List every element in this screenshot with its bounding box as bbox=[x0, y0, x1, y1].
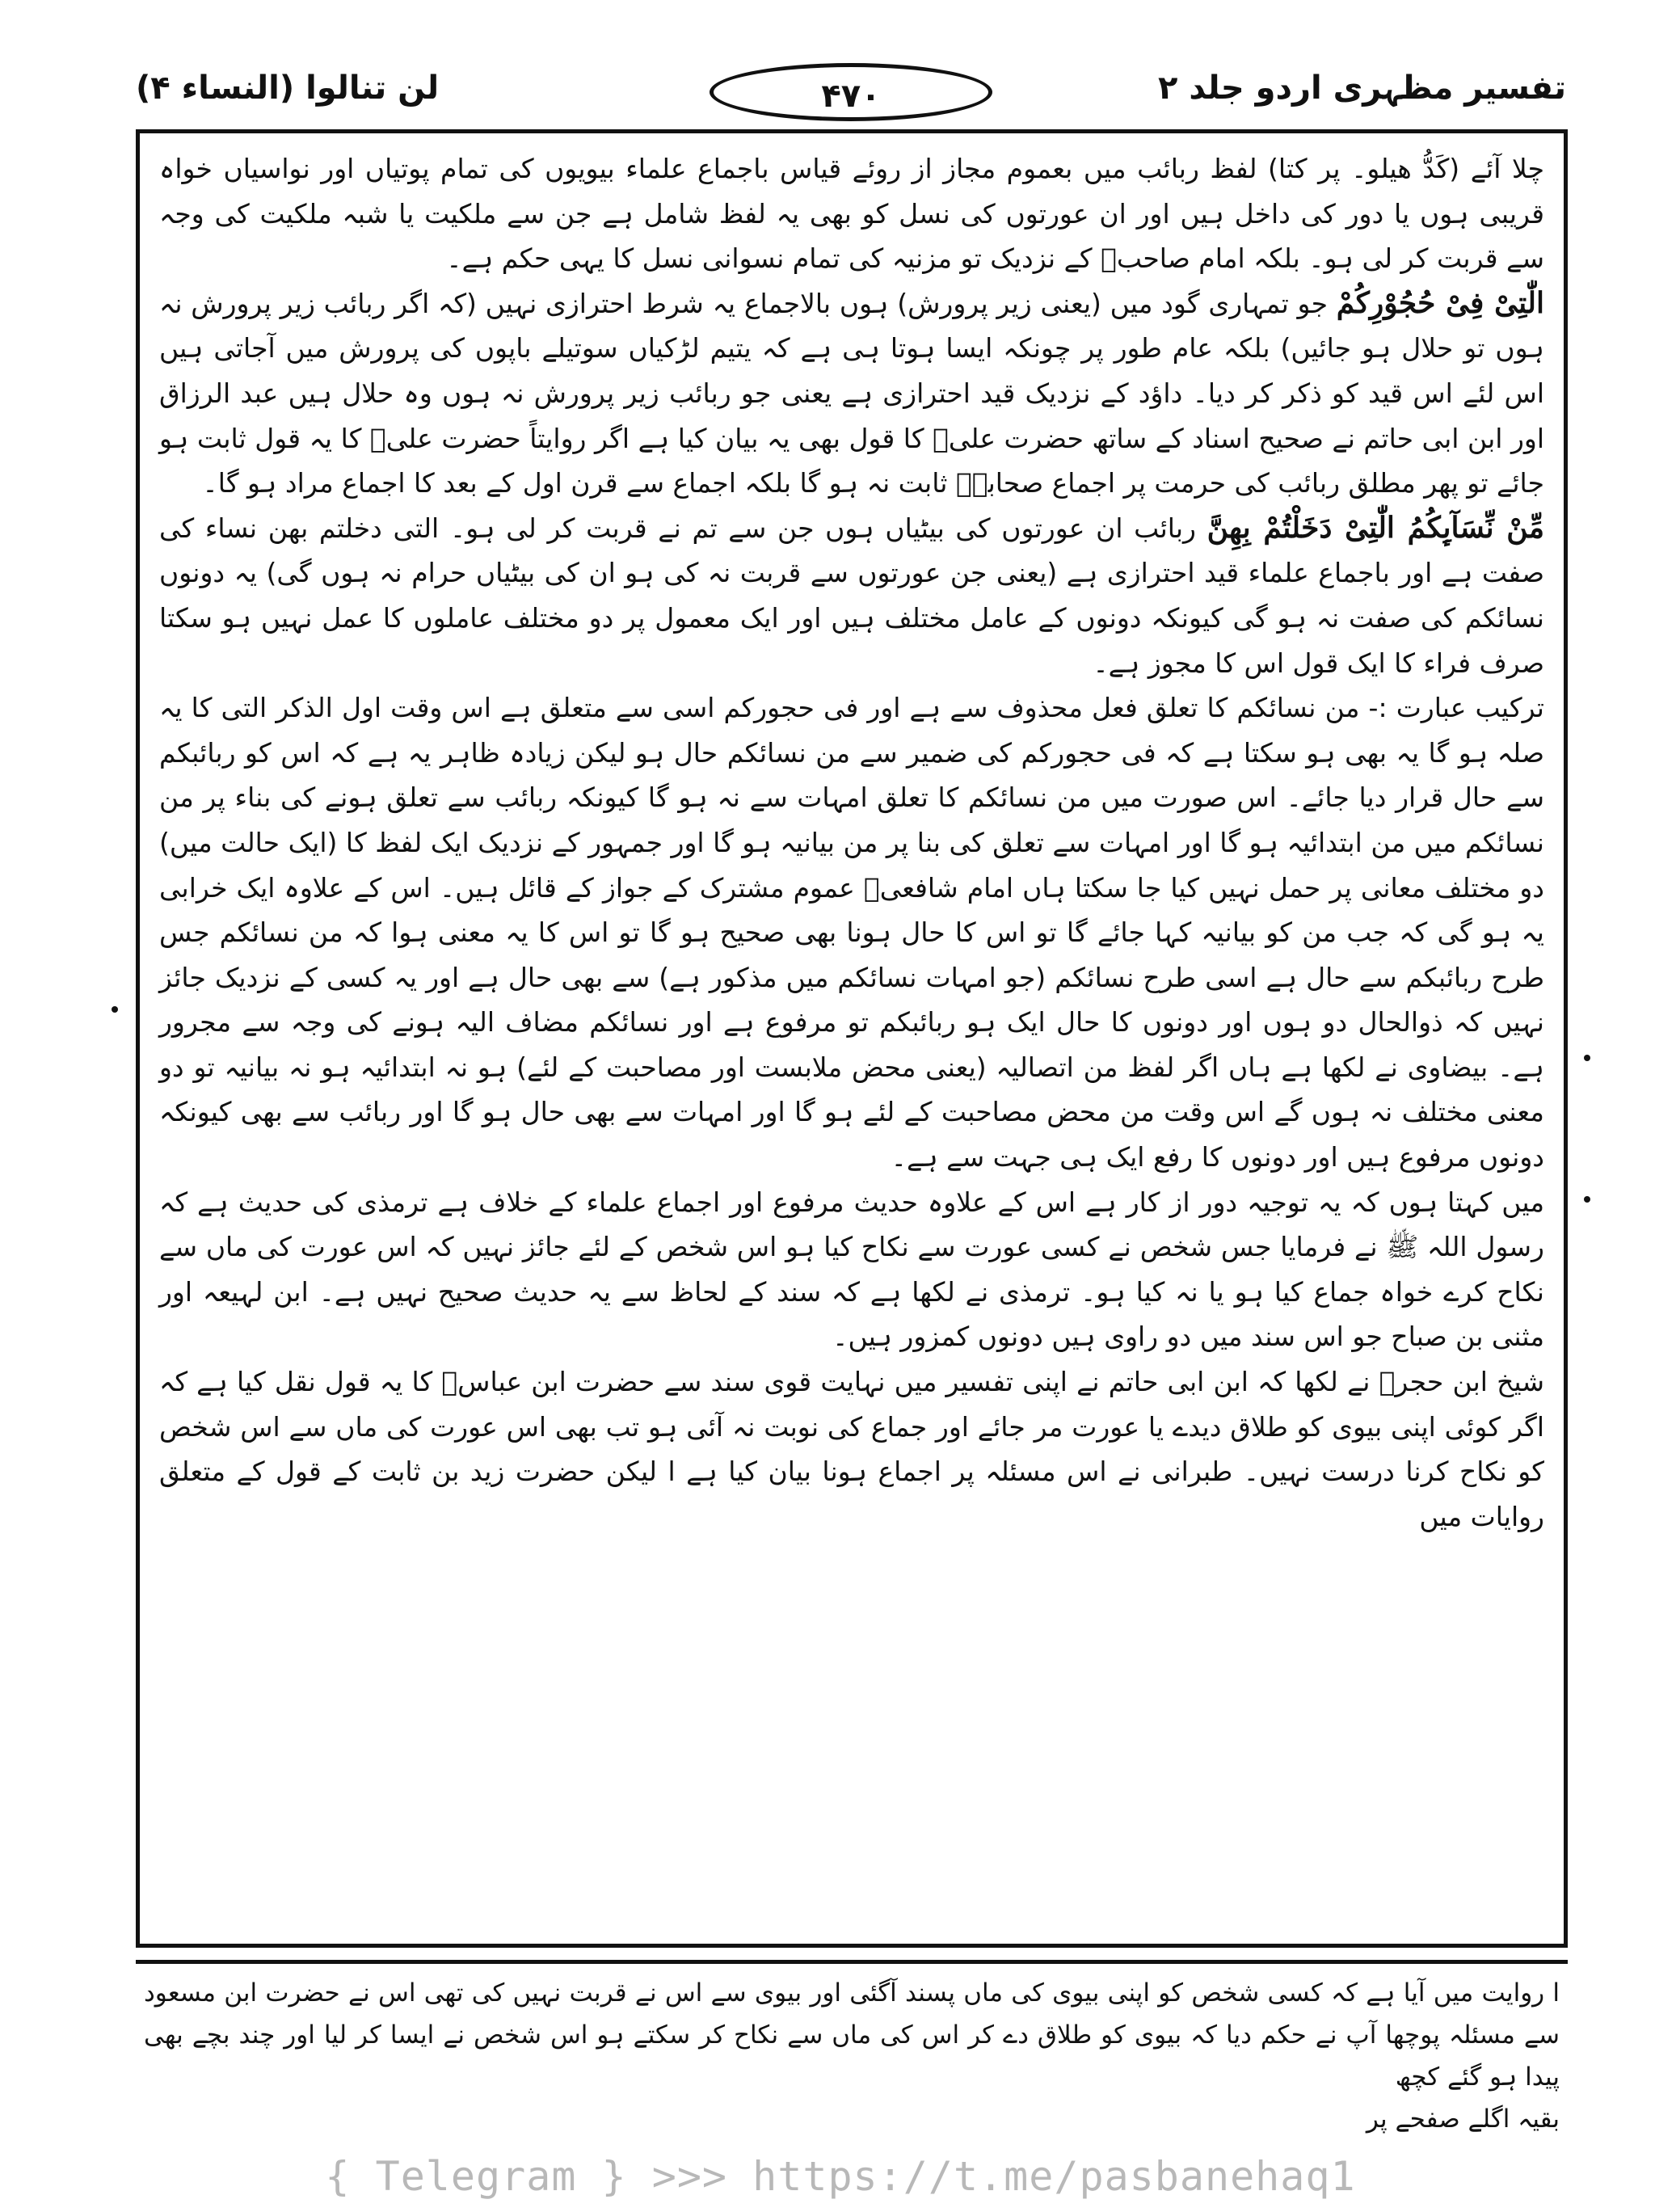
page-header bbox=[136, 63, 1566, 128]
scan-dot bbox=[1584, 1196, 1590, 1203]
footnote-text: ا روایت میں آیا ہے کہ کسی شخص کو اپنی بیوی کی ماں پسند آگئی اور بیوی سے اس نے قربت نہیں کی تھی اس نے حضرت ابن مسعود سے مسئلہ پوچھا آپ نے حکم دیا کہ بیوی کو طلاق دے کر اس کی ماں سے نکاح کر سکتے ہو اس شخص نے ایسا کر لیا اور چند بچے بھی پیدا ہو گئے کچھ bbox=[144, 1978, 1560, 2092]
book-title: تفسیر مظہری اردو جلد ۲ bbox=[1158, 70, 1566, 107]
scan-dot bbox=[1584, 1055, 1590, 1061]
continued-note: بقیہ اگلے صفحے پر bbox=[1366, 2105, 1560, 2134]
chapter-title: لن تنالوا (النساء ۴) bbox=[136, 70, 440, 107]
footnote bbox=[144, 1972, 1560, 2140]
paragraph: شیخ ابن حجرؒ نے لکھا کہ ابن ابی حاتم نے اپنی تفسیر میں نہایت قوی سند سے حضرت ابن عباسؓ کا یہ قول نقل کیا ہے کہ اگر کوئی اپنی بیوی کو طلاق دیدے یا عورت مر جائے اور جماع کی نوبت نہ آئی ہو تب بھی اس عورت کی ماں سے اس شخص کو نکاح کرنا درست نہیں۔ طبرانی نے اس مسئلہ پر اجماع ہونا بیان کیا ہے ا لیکن حضرت زید بن ثابت کے قول کے متعلق روایات میں bbox=[159, 1366, 1544, 1532]
quranic-verse: الّٰتِیْ فِیْ حُجُوْرِكُمْ bbox=[1336, 285, 1544, 320]
paragraph: میں کہتا ہوں کہ یہ توجیہ دور از کار ہے اس کے علاوہ حدیث مرفوع اور اجماع علماء کے خلاف ہے ترمذی کی حدیث ہے کہ رسول اللہ ﷺ نے فرمایا جس شخص نے کسی عورت سے نکاح کیا ہو اس شخص کے لئے جائز نہیں کہ اس عورت کی ماں سے نکاح کرے خواہ جماع کیا ہو یا نہ کیا ہو۔ ترمذی نے لکھا ہے کہ سند کے لحاظ سے یہ حدیث صحیح نہیں ہے۔ ابن لہیعہ اور مثنی بن صباح جو اس سند میں دو راوی ہیں دونوں کمزور ہیں۔ bbox=[159, 1186, 1544, 1353]
text-frame bbox=[136, 129, 1568, 1948]
paragraph: چلا آئے (کَدُّ هیلو۔ پر کتا) لفظ ربائب میں بعموم مجاز از روئے قیاس باجماع علماء بیویوں کی تمام پوتیاں اور نواسیاں خواہ قریبی ہوں یا دور کی داخل ہیں اور ان عورتوں کی نسل کو بھی یہ لفظ شامل ہے جن سے ملکیت یا شبہ ملکیت کی وجہ سے قربت کر لی ہو۔ بلکہ امام صاحبؒ کے نزدیک تو مزنیہ کی تمام نسوانی نسل کا یہی حکم ہے۔ bbox=[159, 153, 1544, 275]
paragraph: ترکیب عبارت :- من نسائکم کا تعلق فعل محذوف سے ہے اور فی حجورکم اسی سے متعلق ہے اس وقت اول الذکر التی کا یہ صلہ ہو گا یہ بھی ہو سکتا ہے کہ فی حجورکم کی ضمیر سے من نسائکم حال ہو لیکن زیادہ ظاہر یہ ہے کہ اس کو ربائبکم سے حال قرار دیا جائے۔ اس صورت میں من نسائکم کا تعلق امہات سے نہ ہو گا کیونکہ ربائب سے تعلق ہونے کی بناء پر من نسائکم میں من ابتدائیہ ہو گا اور امہات سے تعلق کی بنا پر من بیانیہ ہو گا اور جمہور کے نزدیک ایک لفظ کا (ایک حالت میں) دو مختلف معانی پر حمل نہیں کیا جا سکتا ہاں امام شافعیؒ عموم مشترک کے جواز کے قائل ہیں۔ اس کے علاوہ ایک خرابی یہ ہو گی کہ جب من کو بیانیہ کہا جائے گا تو اس کا حال ہونا بھی صحیح ہو گا تو اس کا یہ معنی ہوا کہ من نسائکم جس طرح ربائبکم سے حال ہے اسی طرح نسائکم (جو امہات نسائکم میں مذکور ہے) سے بھی حال ہے اور یہ کسی کے نزدیک جائز نہیں کہ ذوالحال دو ہوں اور دونوں کا حال ایک ہو ربائبکم تو مرفوع ہے اور نسائکم مضاف الیہ ہونے کی وجہ سے مجرور ہے۔ بیضاوی نے لکھا ہے ہاں اگر لفظ من اتصالیہ (یعنی محض ملابست اور مصاحبت کے لئے) ہو نہ ابتدائیہ ہو نہ بیانیہ تو دو معنی مختلف نہ ہوں گے اس وقت من محض مصاحبت کے لئے ہو گا اور امہات سے بھی حال ہو گا اور ربائب سے بھی کیونکہ دونوں مرفوع ہیں اور دونوں کا رفع ایک ہی جہت سے ہے۔ bbox=[159, 692, 1544, 1173]
page-number: ۴۷۰ bbox=[821, 78, 881, 115]
verse-paragraph bbox=[159, 506, 1544, 685]
quranic-verse: مِّنْ نِّسَآىِٕكُمُ الّٰتِیْ دَخَلْتُمْ بِهِنَّ bbox=[1207, 510, 1544, 545]
verse-paragraph bbox=[159, 281, 1544, 506]
footnote-divider bbox=[136, 1960, 1568, 1964]
telegram-watermark: { Telegram } >>> https://t.me/pasbanehaq1 bbox=[325, 2153, 1356, 2200]
main-body bbox=[159, 146, 1544, 1539]
paragraph-text: جو تمہاری گود میں (یعنی زیر پرورش) ہوں بالاجماع یہ شرط احترازی نہیں (کہ اگر ربائب زیر پرورش نہ ہوں تو حلال ہو جائیں) بلکہ عام طور پر چونکہ ایسا ہوتا ہی ہے کہ یتیم لڑکیاں سوتیلے باپوں کی پرورش میں آجاتی ہیں اس لئے اس قید کو ذکر کر دیا۔ داؤد کے نزدیک قید احترازی ہے یعنی جو ربائب زیر پرورش نہ ہوں وہ حلال ہیں عبد الرزاق اور ابن ابی حاتم نے صحیح اسناد کے ساتھ حضرت علیؓ کا قول بھی یہ بیان کیا ہے اگر روایتاً حضرت علیؓ کا یہ قول ثابت ہو جائے تو پھر مطلق ربائب کی حرمت پر اجماع صحابہؓ ثابت نہ ہو گا بلکہ اجماع سے قرن اول کے بعد کا اجماع مراد ہو گا۔ bbox=[159, 287, 1544, 499]
page-number-oval bbox=[710, 63, 992, 121]
paragraph-text: ربائب ان عورتوں کی بیٹیاں ہوں جن سے تم نے قربت کر لی ہو۔ التی دخلتم بهن نساء کی صفت ہے اور باجماع علماء قید احترازی ہے (یعنی جن عورتوں سے قربت نہ کی ہو ان کی بیٹیاں حرام نہ ہوں گی) یہ دونوں نسائکم کی صفت نہ ہو گی کیونکہ دونوں کے عامل مختلف ہیں اور ایک معمول پر دو مختلف عاملوں کا عمل نہیں ہو سکتا صرف فراء کا ایک قول اس کا مجوز ہے۔ bbox=[159, 512, 1544, 679]
scan-dot bbox=[112, 1006, 118, 1013]
